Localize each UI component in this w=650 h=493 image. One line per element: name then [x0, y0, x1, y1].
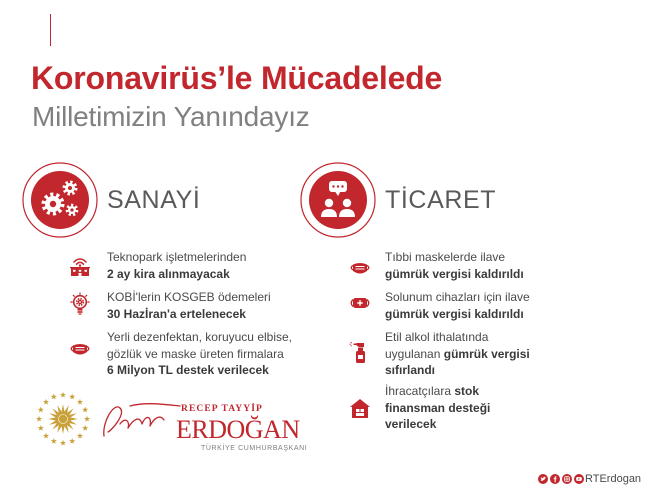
- warehouse-icon: [348, 396, 372, 420]
- item-line: Yerli dezenfektan, koruyucu elbise,: [107, 330, 293, 344]
- signature-surname: ERDOĞAN: [176, 415, 300, 444]
- seal-star: [82, 407, 88, 413]
- item-line-bold: gümrük vergisi kaldırıldı: [385, 306, 524, 321]
- item-line: Tıbbi maskelerde ilave: [385, 250, 506, 264]
- ticaret-item-tibbi-maske: [385, 249, 524, 282]
- item-text: uygulanan: [385, 346, 441, 361]
- sanayi-item-kosgeb: [107, 289, 271, 322]
- sanayi-item-teknopark: [107, 249, 246, 282]
- seal-star: [77, 399, 83, 405]
- instagram-icon: [562, 474, 572, 484]
- seal-star: [82, 425, 88, 431]
- seal-star: [51, 394, 57, 400]
- twitter-icon: [538, 474, 548, 484]
- seal-star: [38, 425, 44, 431]
- ticaret-item-ihracat: [385, 383, 490, 433]
- seal-star: [36, 416, 42, 422]
- seal-star: [69, 394, 75, 400]
- page-subtitle: Milletimizin Yanındayız: [32, 101, 310, 132]
- item-line-bold: 30 Hazİran'a ertelenecek: [107, 306, 246, 321]
- lightbulb-gear-icon: [68, 292, 92, 316]
- item-line: KOBİ'lerin KOSGEB ödemeleri: [107, 290, 271, 304]
- item-line: gözlük ve maske üreten firmalara: [107, 346, 284, 361]
- seal-star: [51, 438, 57, 444]
- seal-star: [43, 433, 49, 439]
- people-talking-icon: [300, 162, 376, 238]
- seal-star: [84, 416, 90, 422]
- item-line: Solunum cihazları için ilave: [385, 290, 530, 304]
- item-line-bold: verilecek: [385, 417, 437, 431]
- item-line-bold: 6 Milyon TL destek verilecek: [107, 363, 269, 377]
- signature-given-names: RECEP TAYYİP: [181, 404, 263, 414]
- presidential-seal-icon: [32, 388, 94, 450]
- section-title-sanayi: SANAYİ: [107, 186, 201, 214]
- section-title-ticaret: TİCARET: [385, 186, 497, 214]
- seal-star: [77, 433, 83, 439]
- item-text-bold: gümrük vergisi: [443, 346, 530, 361]
- gears-icon: [22, 162, 98, 238]
- signature-scribble: [100, 392, 182, 444]
- item-line: [385, 346, 530, 363]
- facebook-icon: [550, 474, 560, 484]
- ticaret-item-etil-alkol: [385, 329, 530, 379]
- sanayi-item-dezenfektan: [107, 329, 292, 379]
- social-handle: RTErdogan: [585, 473, 642, 485]
- teknopark-building-icon: [68, 254, 92, 278]
- signature-office: TÜRKİYE CUMHURBAŞKANI: [201, 445, 308, 452]
- face-mask-icon: [68, 337, 92, 361]
- item-line-bold: finansman desteği: [385, 400, 491, 415]
- ticaret-item-solunum: [385, 289, 530, 322]
- item-line: Etil alkol ithalatında: [385, 330, 489, 344]
- item-line: Teknopark işletmelerinden: [107, 250, 247, 264]
- page-title: Koronavirüs’le Mücadelede: [31, 60, 443, 96]
- medical-mask-icon: [348, 256, 372, 280]
- seal-star: [60, 392, 66, 398]
- seal-star: [43, 399, 49, 405]
- item-text: İhracatçılara: [385, 384, 452, 398]
- item-line: [385, 383, 490, 400]
- top-accent-line: [50, 14, 51, 46]
- youtube-icon: [574, 474, 584, 484]
- item-line-bold: sıfırlandı: [385, 363, 436, 377]
- seal-star: [69, 438, 75, 444]
- item-text-bold: stok: [454, 384, 480, 398]
- seal-star: [38, 407, 44, 413]
- seal-star: [60, 440, 66, 446]
- respirator-icon: [348, 291, 372, 315]
- item-line-bold: gümrük vergisi kaldırıldı: [385, 266, 524, 281]
- item-line-bold: 2 ay kira alınmayacak: [107, 266, 230, 281]
- spray-bottle-icon: [348, 340, 372, 364]
